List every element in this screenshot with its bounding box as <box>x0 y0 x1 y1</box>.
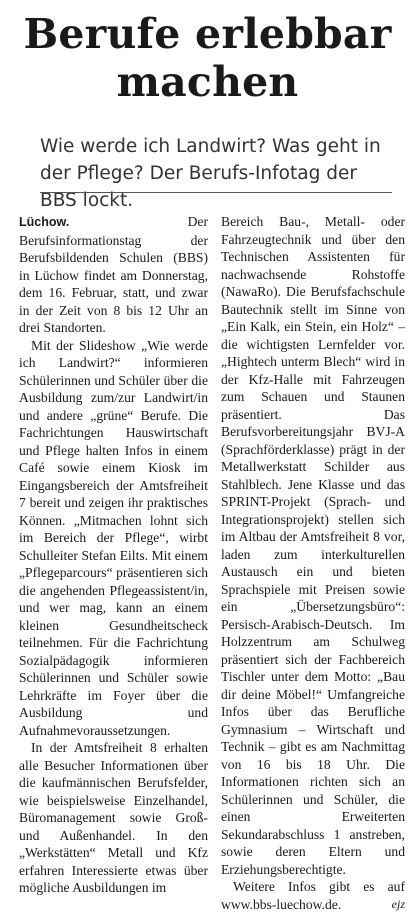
divider-rule <box>40 192 392 193</box>
subheadline: Wie werde ich Landwirt? Was geht in der Pflege? Der Berufs-Infotag der BBS lockt. <box>40 133 390 214</box>
paragraph-text: Weitere Infos gibt es auf www.bbs-luechow.de. <box>221 879 405 912</box>
author-initials: ejz <box>374 896 405 913</box>
dateline: Lüchow. <box>19 215 69 229</box>
article-paragraph: In der Amtsfreiheit 8 erhalten alle Besucher Informationen über die kaufmännischen Berufsfelder, wie beispielsweise Einzelhandel, Büromanagement sowie Groß- und Außenhandel. In den „Werkstätten“ Metall und Kfz erfahren Interessierte etwas über mögliche Ausbildungen im <box>19 739 208 897</box>
article-column-right <box>221 213 405 913</box>
headline: Berufe erlebbar machen <box>0 10 415 106</box>
paragraph-text: Der Berufsinformationstag der Berufsbildenden Schulen (BBS) in Lüchow findet am Donnerstag, dem 16. Februar, statt, und zwar in der Zeit von 8 bis 12 Uhr an drei Standorten. <box>19 214 208 335</box>
article-paragraph <box>19 213 208 337</box>
article-paragraph <box>221 878 405 913</box>
article-paragraph: Mit der Slideshow „Wie werde ich Landwirt?“ informieren Schülerinnen und Schüler über die Ausbildung zum/zur Landwirt/in und andere „grüne“ Berufe. Die Fachrichtungen Hauswirtschaft und Pflege halten Infos in einem Café sowie einem Kiosk im Eingangsbereich der Amtsfreiheit 7 bereit und zeigen ihr praktisches Können. „Mitmachen lohnt sich im Bereich der Pflege“, wirbt Schulleiter Stefan Eilts. Mit einem „Pflegeparcours“ präsentieren sich die angehenden Pflegeassistent/in, und wer mag, kann an einem kleinen Gesundheitscheck teilnehmen. Für die Fachrichtung Sozialpädagogik informieren Schülerinnen und Schüler sowie Lehrkräfte im Foyer über die Ausbildung und Aufnahmevoraussetzungen. <box>19 337 208 740</box>
article-paragraph: Bereich Bau-, Metall- oder Fahrzeugtechnik und über den Technischen Assistenten für nachwachsende Rohstoffe (NawaRo). Die Berufsfachschule Bautechnik stellt im Sinne von „Ein Kalk, ein Stein, ein Holz“ – die wichtigsten Lernfelder vor. „Hightech unterm Blech“ wird in der Kfz-Halle mit Fahrzeugen zum Schauen und Staunen präsentiert. Das Berufsvorbereitungsjahr BVJ-A (Sprachförderklasse) prägt in der Metallwerkstatt Schilder aus Stahlblech. Jene Klasse und das SPRINT-Projekt (Sprach- und Integrationsprojekt) stellen sich im Altbau der Amtsfreiheit 8 vor, laden zum interkulturellen Austausch ein und bieten Sprachspiele mit Preisen sowie ein „Übersetzungsbüro“: Persisch-Arabisch-Deutsch. Im Holzzentrum am Schulweg präsentiert sich der Fachbereich Tischler unter dem Motto: „Bau dir deine Möbel!“ Umfangreiche Infos über das Berufliche Gymnasium – Wirtschaft und Technik – gibt es am Nachmittag von 16 bis 18 Uhr. Die Informationen richten sich an Schülerinnen und Schüler, die einen Erweiterten Sekundarabschluss 1 anstreben, sowie deren Eltern und Erziehungsberechtigte. <box>221 213 405 878</box>
article-column-left <box>19 213 208 897</box>
